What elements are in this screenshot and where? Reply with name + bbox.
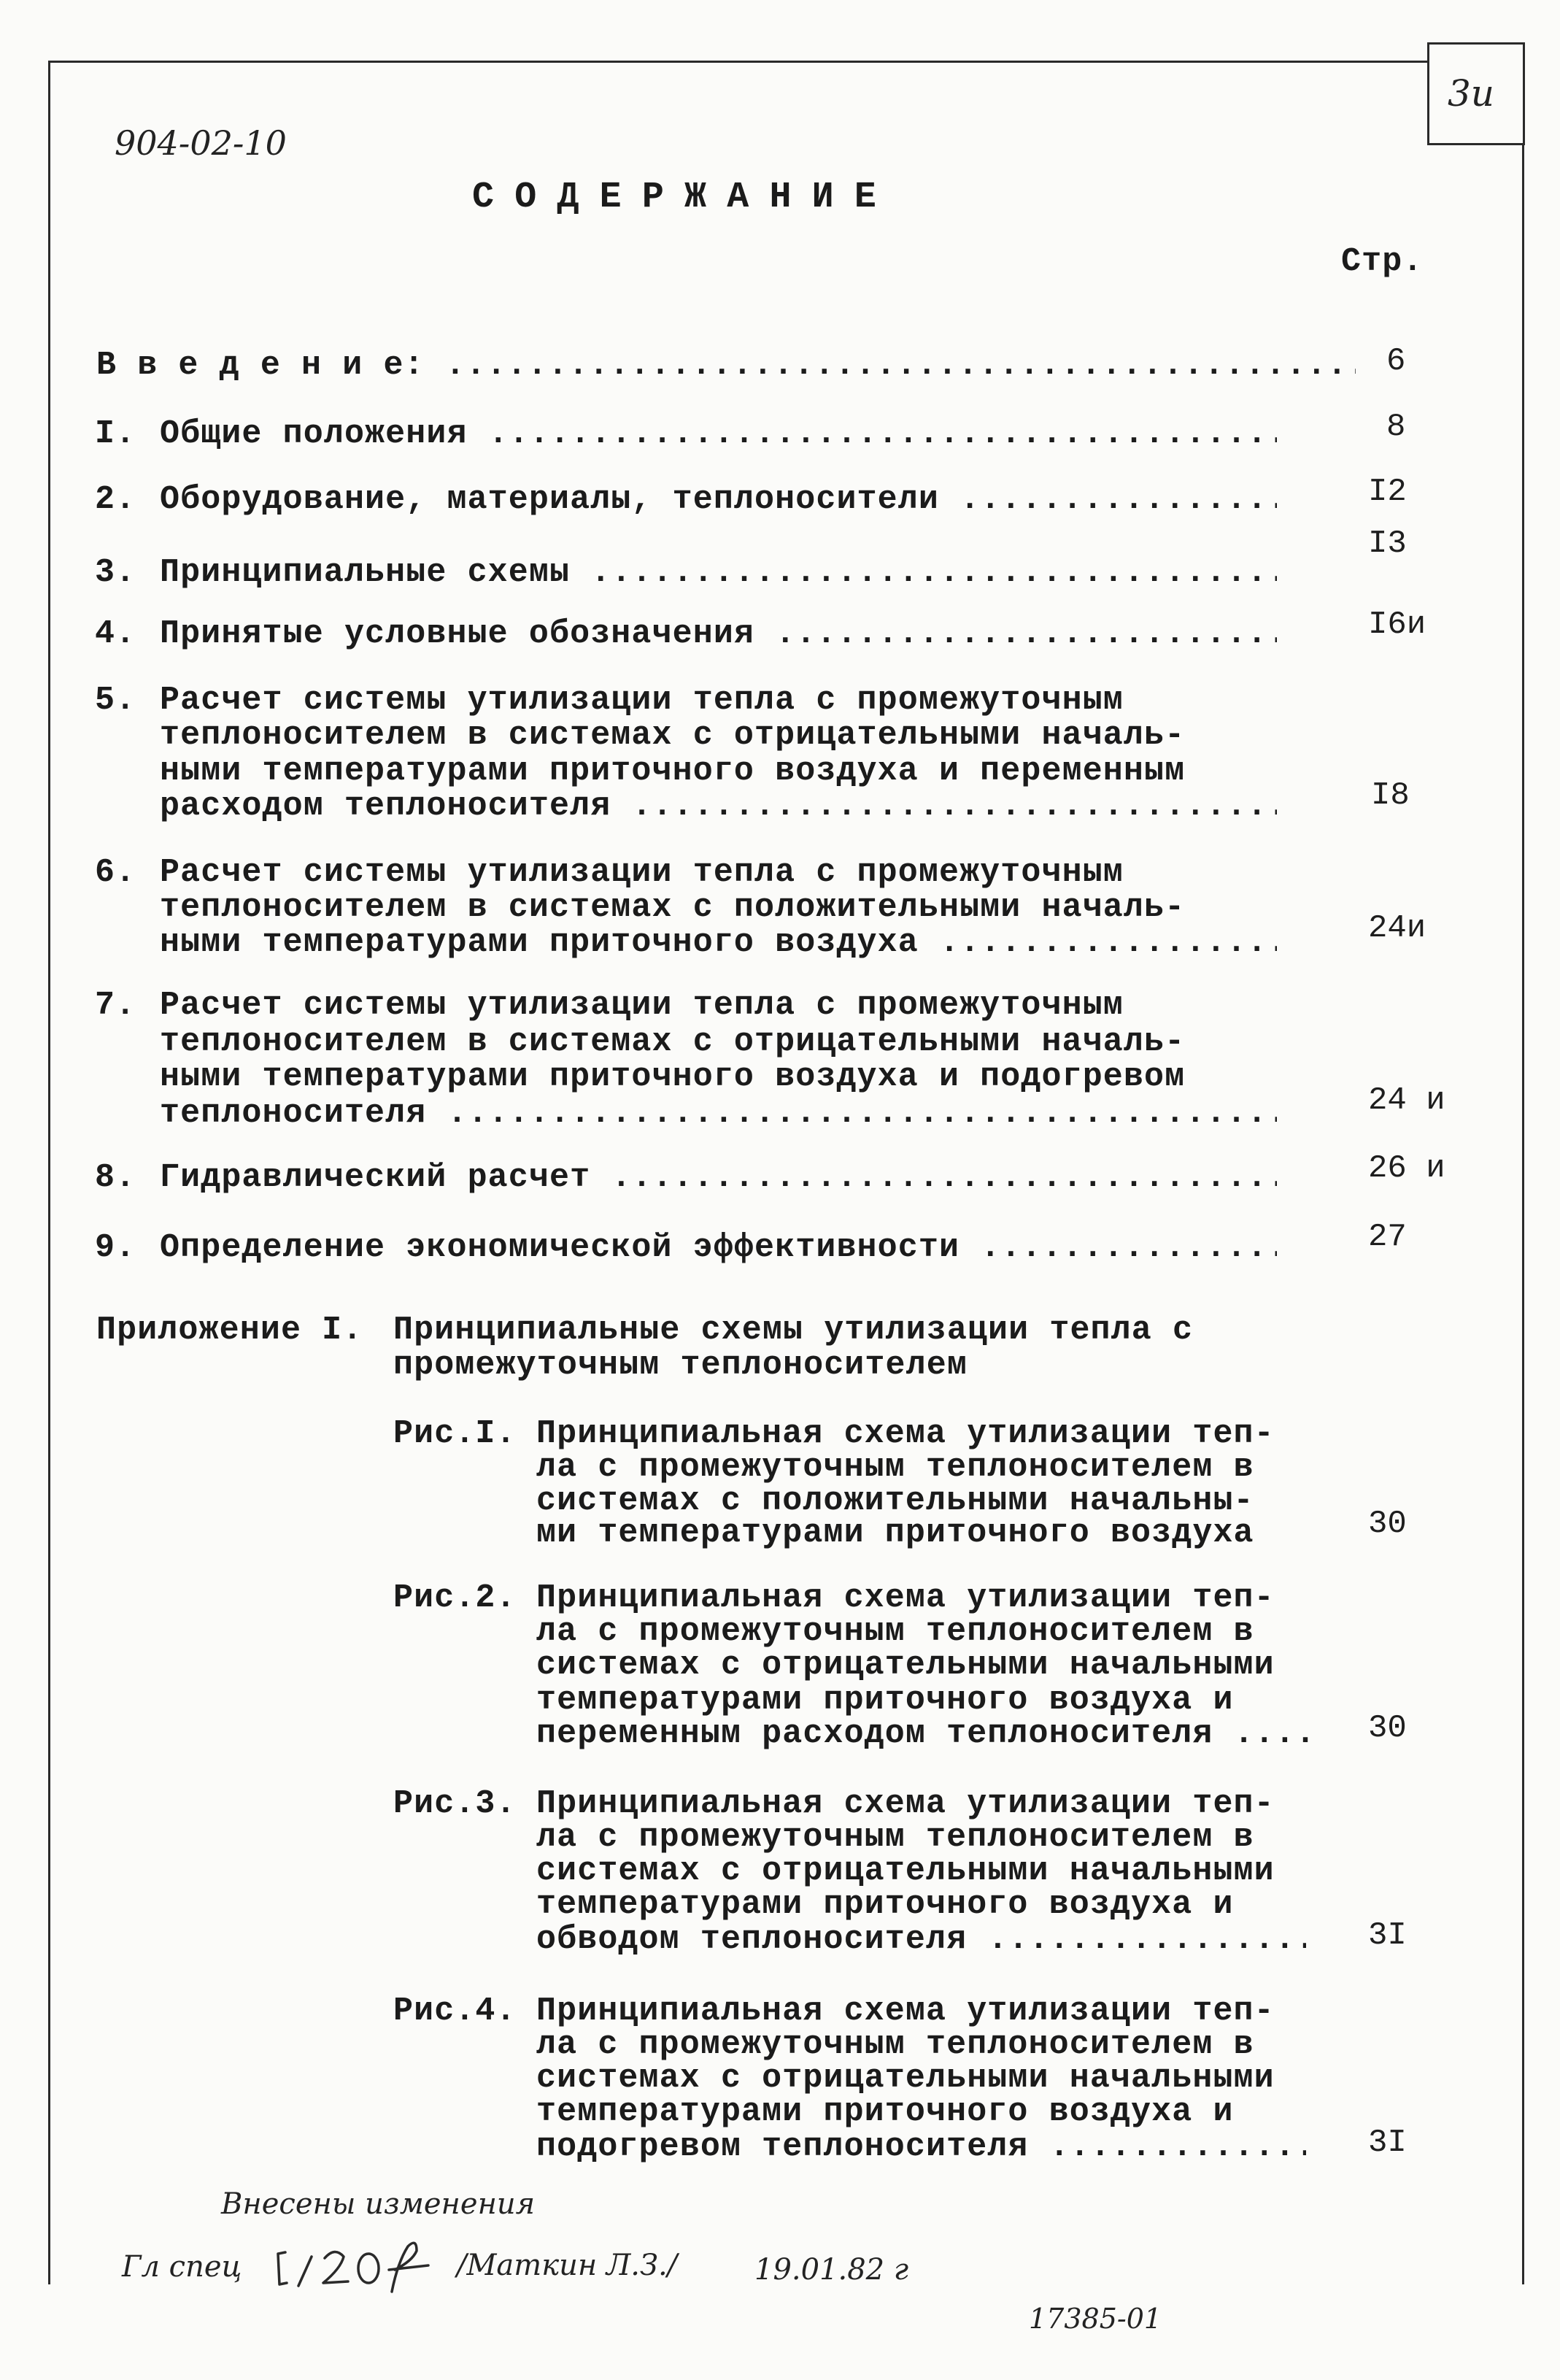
figure-label: Рис.3. — [393, 1785, 517, 1822]
toc-line: теплоносителем в системах с отрицательными началь- — [160, 1023, 1186, 1060]
frame-line-top — [49, 61, 1429, 63]
page-number: I3 — [1368, 525, 1407, 562]
figure-line: системах с отрицательными начальными — [536, 1852, 1275, 1890]
toc-line — [160, 417, 1277, 451]
figure-line: ла с промежуточным теплоносителем в — [536, 1449, 1254, 1486]
figure-line-text: обводом теплоносителя — [536, 1921, 968, 1958]
dot-leader — [447, 1097, 1277, 1131]
entry-number: 6. — [95, 854, 136, 891]
dot-leader — [611, 1161, 1277, 1195]
page-number: 30 — [1368, 1710, 1407, 1747]
entry-title: Принятые условные обозначения — [160, 615, 755, 652]
toc-line: Расчет системы утилизации тепла с промежуточным — [160, 987, 1124, 1024]
revision-date: 19.01.82 г — [754, 2253, 909, 2287]
figure-line: температурами приточного воздуха и — [536, 2093, 1234, 2130]
figure-line: ми температурами приточного воздуха — [536, 1514, 1254, 1552]
toc-line: Расчет системы утилизации тепла с промежуточным — [160, 682, 1124, 719]
appendix-label: Приложение I. — [96, 1312, 363, 1349]
toc-line — [160, 483, 1277, 517]
page-number: 26 и — [1368, 1150, 1445, 1187]
page-number: I8 — [1371, 777, 1410, 814]
toc-line: ными температурами приточного воздуха и подогревом — [160, 1058, 1186, 1095]
figure-line: Принципиальная схема утилизации теп- — [536, 1579, 1275, 1617]
figure-line: ла с промежуточным теплоносителем в — [536, 1819, 1254, 1856]
page-number: I2 — [1368, 474, 1407, 510]
entry-title: расходом теплоносителя — [160, 787, 611, 825]
figure-line: системах с отрицательными начальными — [536, 2060, 1275, 2097]
entry-number: 2. — [95, 481, 136, 518]
dot-leader — [776, 617, 1277, 651]
dot-leader — [988, 1923, 1306, 1957]
figure-label: Рис.2. — [393, 1579, 517, 1617]
figure-line: температурами приточного воздуха и — [536, 1886, 1234, 1923]
sheet-mark: 3и — [1448, 72, 1495, 115]
entry-number: 5. — [95, 682, 136, 719]
toc-line — [160, 1097, 1277, 1131]
dot-leader — [981, 1231, 1277, 1265]
figure-line: Принципиальная схема утилизации теп- — [536, 1415, 1275, 1452]
dot-leader — [1049, 2130, 1306, 2164]
page-number: I6и — [1368, 606, 1426, 643]
page-number: 3I — [1368, 2125, 1407, 2161]
page-number: 8 — [1386, 409, 1406, 445]
entry-title: Оборудование, материалы, теплоносители — [160, 481, 939, 518]
entry-number: 4. — [95, 615, 136, 652]
page-number: 6 — [1386, 343, 1406, 380]
figure-line: системах с отрицательными начальными — [536, 1647, 1275, 1684]
revision-role: Гл спец — [122, 2250, 242, 2284]
entry-title: Определение экономической эффективности — [160, 1229, 960, 1266]
figure-line: системах с положительными начальны- — [536, 1482, 1254, 1520]
document-code: 904-02-10 — [115, 123, 287, 163]
figure-label: Рис.4. — [393, 1992, 517, 2030]
entry-number: 9. — [95, 1229, 136, 1266]
toc-line — [160, 556, 1277, 590]
figure-line-text: переменным расходом теплоносителя — [536, 1715, 1213, 1752]
dot-leader — [632, 790, 1277, 823]
page-number: 24 и — [1368, 1082, 1445, 1119]
revision-note: Внесены изменения — [221, 2187, 536, 2221]
frame-line-right — [1522, 143, 1524, 2284]
figure-line: ла с промежуточным теплоносителем в — [536, 2026, 1254, 2063]
signature — [266, 2232, 449, 2298]
entry-number: I. — [95, 415, 136, 452]
dot-leader — [960, 483, 1277, 517]
figure-line — [536, 2130, 1306, 2164]
revision-name: /Маткин Л.З./ — [457, 2249, 678, 2282]
figure-line: ла с промежуточным теплоносителем в — [536, 1613, 1254, 1650]
figure-line-text: подогревом теплоносителя — [536, 2128, 1029, 2165]
entry-number: 8. — [95, 1159, 136, 1196]
toc-line: ными температурами приточного воздуха и переменным — [160, 752, 1186, 790]
toc-line — [96, 349, 1356, 382]
page-number: 27 — [1368, 1219, 1407, 1255]
appendix-title-line: Принципиальные схемы утилизации тепла с — [393, 1312, 1194, 1349]
page-number: 24и — [1368, 910, 1426, 947]
dot-leader — [591, 556, 1277, 590]
figure-line — [536, 1923, 1306, 1957]
dot-leader — [1234, 1717, 1313, 1751]
figure-line: температурами приточного воздуха и — [536, 1682, 1234, 1719]
toc-line — [160, 1231, 1277, 1265]
page-title: С О Д Е Р Ж А Н И Е — [472, 177, 876, 218]
toc-line — [160, 787, 1277, 825]
archive-number: 17385-01 — [1029, 2303, 1162, 2335]
figure-line — [536, 1717, 1313, 1751]
entry-title: Гидравлический расчет — [160, 1159, 591, 1196]
toc-line: Расчет системы утилизации тепла с промежуточным — [160, 854, 1124, 891]
figure-label: Рис.I. — [393, 1415, 517, 1452]
appendix-title-line: промежуточным теплоносителем — [393, 1347, 968, 1384]
toc-line: теплоносителем в системах с отрицательными началь- — [160, 717, 1186, 754]
toc-line — [160, 1161, 1277, 1195]
entry-number: 3. — [95, 554, 136, 591]
page-number: 3I — [1368, 1917, 1407, 1954]
page-column-label: Стр. — [1341, 243, 1424, 280]
dot-leader — [940, 926, 1277, 960]
entry-title: В в е д е н и е: — [96, 347, 425, 384]
toc-line — [160, 926, 1277, 960]
dot-leader — [445, 349, 1356, 382]
entry-title: Принципиальные схемы — [160, 554, 571, 591]
page-number: 30 — [1368, 1506, 1407, 1542]
figure-line: Принципиальная схема утилизации теп- — [536, 1992, 1275, 2030]
entry-title: Общие положения — [160, 415, 468, 452]
entry-number: 7. — [95, 987, 136, 1024]
figure-line: Принципиальная схема утилизации теп- — [536, 1785, 1275, 1822]
dot-leader — [488, 417, 1277, 451]
entry-title: ными температурами приточного воздуха — [160, 924, 919, 961]
toc-line: теплоносителем в системах с положительными началь- — [160, 889, 1186, 926]
frame-line-left — [48, 61, 50, 2284]
toc-line — [160, 617, 1277, 651]
entry-title: теплоносителя — [160, 1095, 427, 1132]
